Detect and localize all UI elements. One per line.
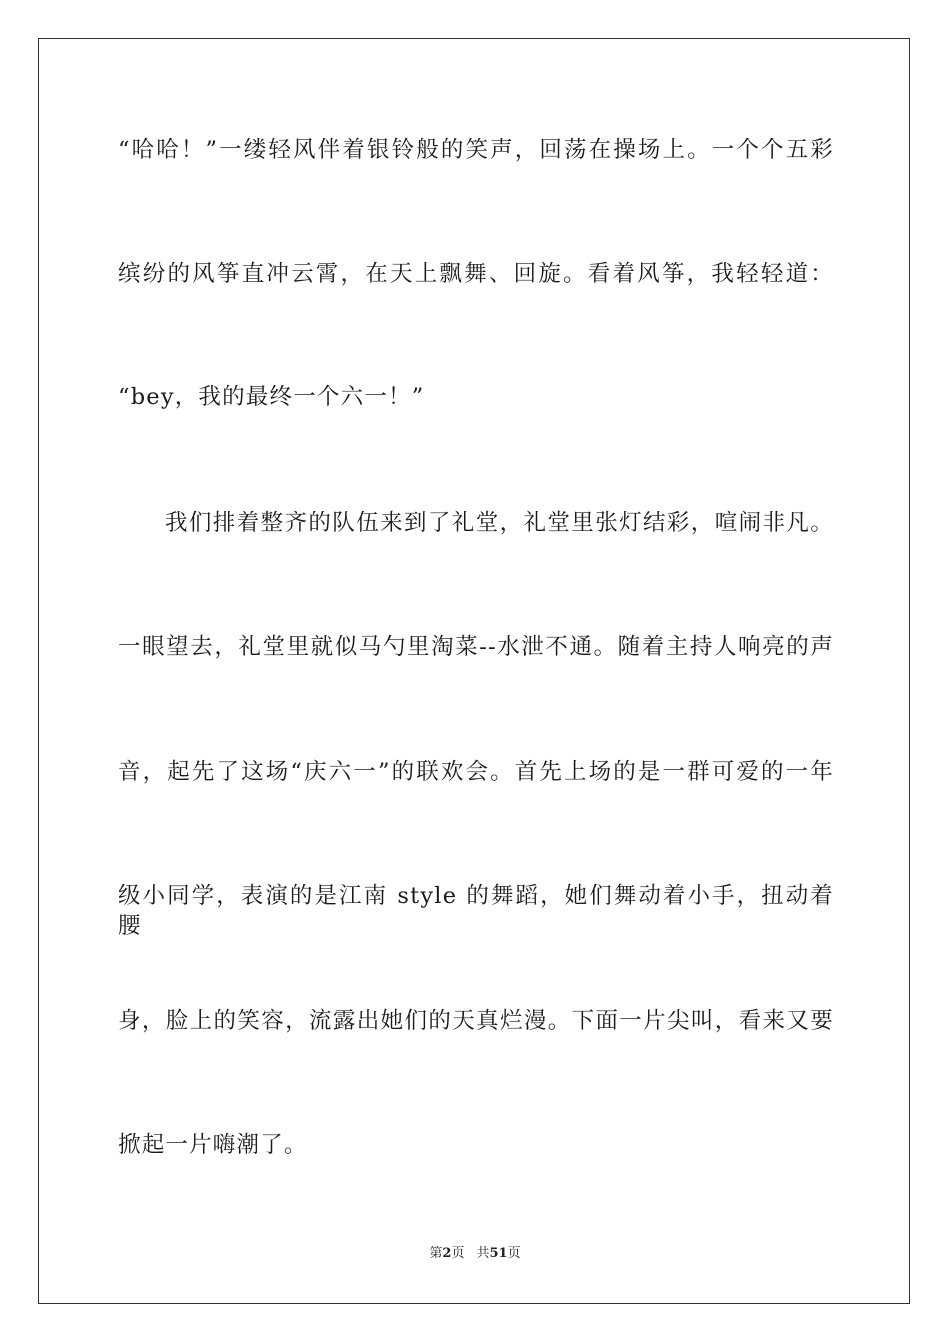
total-pages: 51	[489, 1246, 508, 1261]
text-line-1: “哈哈！”一缕轻风伴着银铃般的笑声，回荡在操场上。一个个五彩	[118, 137, 834, 163]
total-prefix: 共	[476, 1246, 490, 1261]
total-suffix: 页	[507, 1246, 521, 1261]
text-line-6: 音，起先了这场“庆六一”的联欢会。首先上场的是一群可爱的一年	[118, 759, 834, 785]
text-line-5: 一眼望去，礼堂里就似马勺里淘菜--水泄不通。随着主持人响亮的声	[118, 634, 834, 660]
text-line-4: 我们排着整齐的队伍来到了礼堂，礼堂里张灯结彩，喧闹非凡。	[165, 510, 834, 536]
page-prefix: 第	[429, 1246, 443, 1261]
text-line-3: “bey，我的最终一个六一！”	[118, 384, 425, 410]
text-line-2: 缤纷的风筝直冲云霄，在天上飘舞、回旋。看着风筝，我轻轻道：	[118, 261, 834, 287]
text-line-8: 身，脸上的笑容，流露出她们的天真烂漫。下面一片尖叫，看来又要	[118, 1008, 834, 1034]
page-number: 2	[442, 1246, 452, 1261]
page-footer	[0, 1245, 950, 1263]
text-line-9: 掀起一片嗨潮了。	[118, 1132, 308, 1158]
text-line-7: 级小同学，表演的是江南 style 的舞蹈，她们舞动着小手，扭动着腰	[118, 883, 834, 939]
page-border	[38, 38, 910, 1304]
page-suffix: 页	[451, 1246, 465, 1261]
